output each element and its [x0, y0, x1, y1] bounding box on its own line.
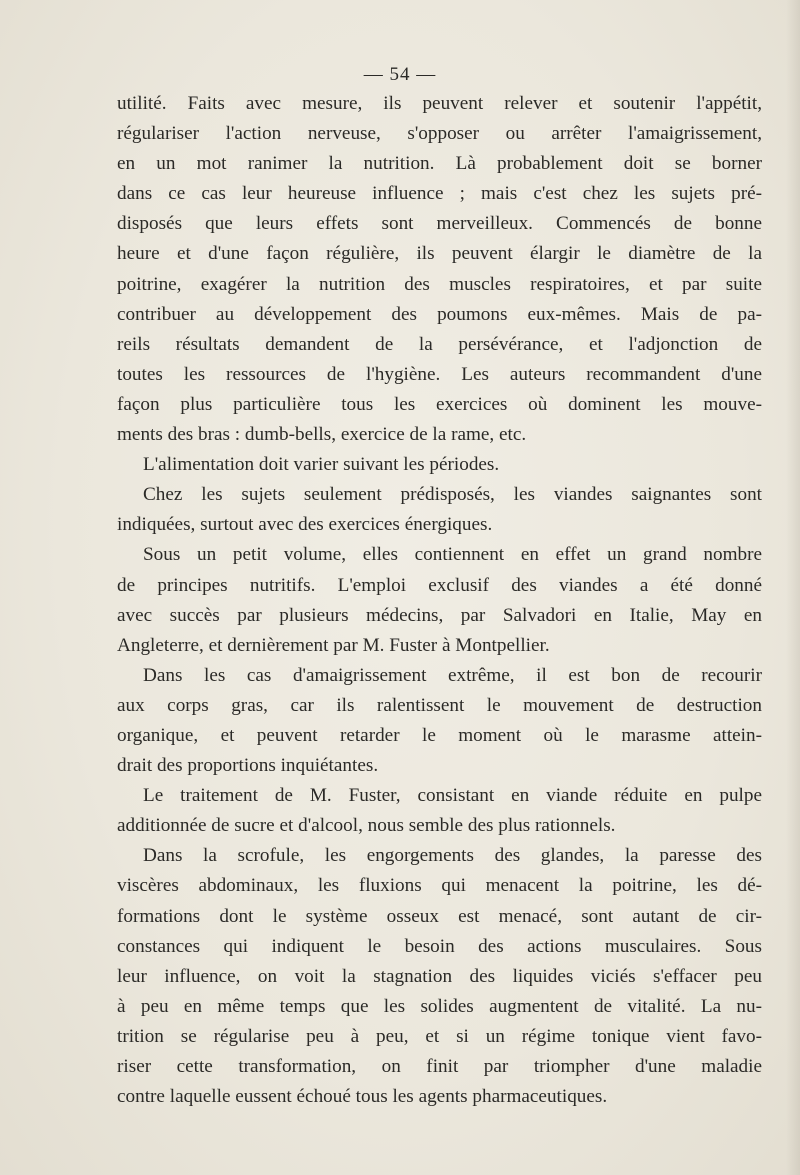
- text-line: L'alimentation doit varier suivant les périodes.: [143, 454, 500, 476]
- text-line: formations dont le système osseux est menacé, sont autant de cir-: [117, 905, 762, 927]
- text-line: drait des proportions inquiétantes.: [117, 755, 379, 777]
- text-line: trition se régularise peu à peu, et si un régime tonique vient favo-: [117, 1025, 762, 1047]
- text-line: constances qui indiquent le besoin des actions musculaires. Sous: [117, 935, 762, 957]
- text-line: reils résultats demandent de la persévérance, et l'adjonction de: [117, 333, 762, 355]
- text-line: leur influence, on voit la stagnation des liquides viciés s'effacer peu: [117, 965, 762, 987]
- text-line: heure et d'une façon régulière, ils peuvent élargir le diamètre de la: [117, 243, 762, 265]
- text-line: riser cette transformation, on finit par triompher d'une maladie: [117, 1056, 762, 1077]
- text-line: façon plus particulière tous les exercices où dominent les mouve-: [117, 393, 762, 415]
- text-line: contre laquelle eussent échoué tous les agents pharmaceutiques.: [117, 1086, 608, 1108]
- text-line: utilité. Faits avec mesure, ils peuvent relever et soutenir l'appétit,: [117, 93, 762, 114]
- text-line: organique, et peuvent retarder le moment où le marasme attein-: [117, 724, 762, 746]
- page-number: — 54 —: [363, 64, 437, 85]
- text-line: dans ce cas leur heureuse influence ; mais c'est chez les sujets pré-: [117, 183, 762, 205]
- text-line: viscères abdominaux, les fluxions qui menacent la poitrine, les dé-: [117, 875, 762, 897]
- text-line: Dans les cas d'amaigrissement extrême, il est bon de recourir: [143, 664, 762, 686]
- text-line: Sous un petit volume, elles contiennent en effet un grand nombre: [143, 544, 762, 566]
- text-line: toutes les ressources de l'hygiène. Les auteurs recommandent d'une: [117, 363, 762, 385]
- body-text: [117, 89, 762, 1112]
- text-line: aux corps gras, car ils ralentissent le mouvement de destruction: [117, 694, 762, 716]
- text-line: Le traitement de M. Fuster, consistant en viande réduite en pulpe: [143, 785, 762, 807]
- text-line: contribuer au développement des poumons eux-mêmes. Mais de pa-: [117, 303, 762, 325]
- text-line: en un mot ranimer la nutrition. Là probablement doit se borner: [117, 153, 762, 175]
- text-line: Chez les sujets seulement prédisposés, les viandes saignantes sont: [143, 484, 762, 506]
- text-line: Angleterre, et dernièrement par M. Fuster à Montpellier.: [117, 634, 550, 656]
- text-line: poitrine, exagérer la nutrition des muscles respiratoires, et par suite: [117, 273, 762, 295]
- text-line: ments des bras : dumb-bells, exercice de la rame, etc.: [117, 424, 527, 446]
- page-edge-shadow: [786, 0, 800, 1175]
- text-line: de principes nutritifs. L'emploi exclusif des viandes a été donné: [117, 574, 762, 596]
- text-line: avec succès par plusieurs médecins, par Salvadori en Italie, May en: [117, 604, 762, 626]
- text-line: indiquées, surtout avec des exercices énergiques.: [117, 514, 493, 536]
- text-line: régulariser l'action nerveuse, s'opposer ou arrêter l'amaigrissement,: [117, 123, 762, 145]
- text-line: additionnée de sucre et d'alcool, nous semble des plus rationnels.: [117, 815, 616, 837]
- text-line: à peu en même temps que les solides augmentent de vitalité. La nu-: [117, 995, 762, 1017]
- text-line: disposés que leurs effets sont merveilleux. Commencés de bonne: [117, 213, 762, 235]
- text-line: Dans la scrofule, les engorgements des glandes, la paresse des: [143, 845, 762, 867]
